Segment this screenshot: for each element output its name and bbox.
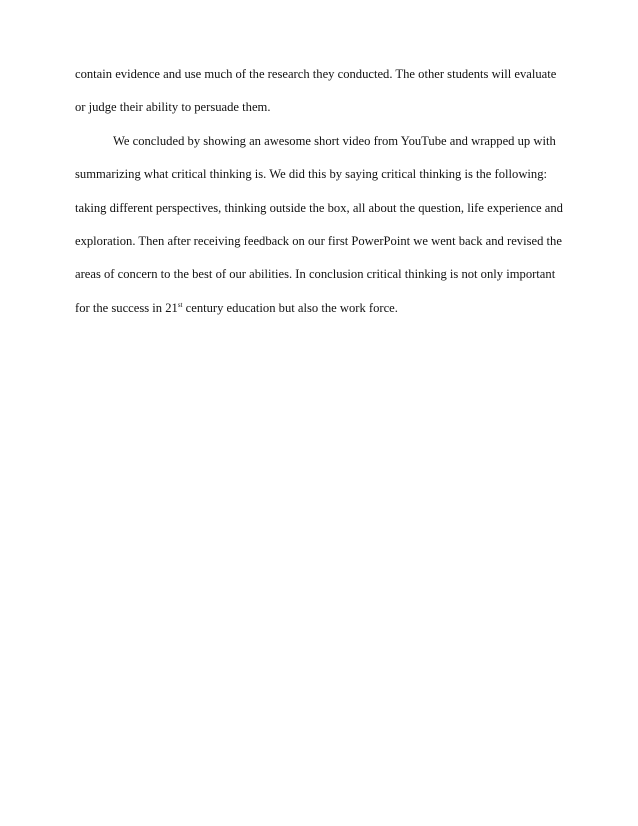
document-body <box>75 67 575 334</box>
paragraph-1 <box>75 67 575 115</box>
ordinal-superscript: st <box>177 300 183 309</box>
text-line: taking different perspectives, thinking outside the box, all about the question, life experience and <box>75 200 563 215</box>
text-line: We concluded by showing an awesome short video from YouTube and wrapped up with <box>113 133 556 148</box>
text-line: areas of concern to the best of our abilities. In conclusion critical thinking is not only important <box>75 267 556 282</box>
text-segment: for the success in 21 <box>75 300 178 315</box>
text-line: or judge their ability to persuade them. <box>75 100 271 115</box>
text-segment: century education but also the work force. <box>182 300 398 315</box>
text-line-last <box>75 301 575 316</box>
text-line: summarizing what critical thinking is. We did this by saying critical thinking is the following: <box>75 167 548 182</box>
paragraph-2 <box>75 134 575 316</box>
text-line: exploration. Then after receiving feedback on our first PowerPoint we went back and revised the <box>75 233 562 248</box>
text-line: contain evidence and use much of the research they conducted. The other students will evaluate <box>75 67 557 81</box>
